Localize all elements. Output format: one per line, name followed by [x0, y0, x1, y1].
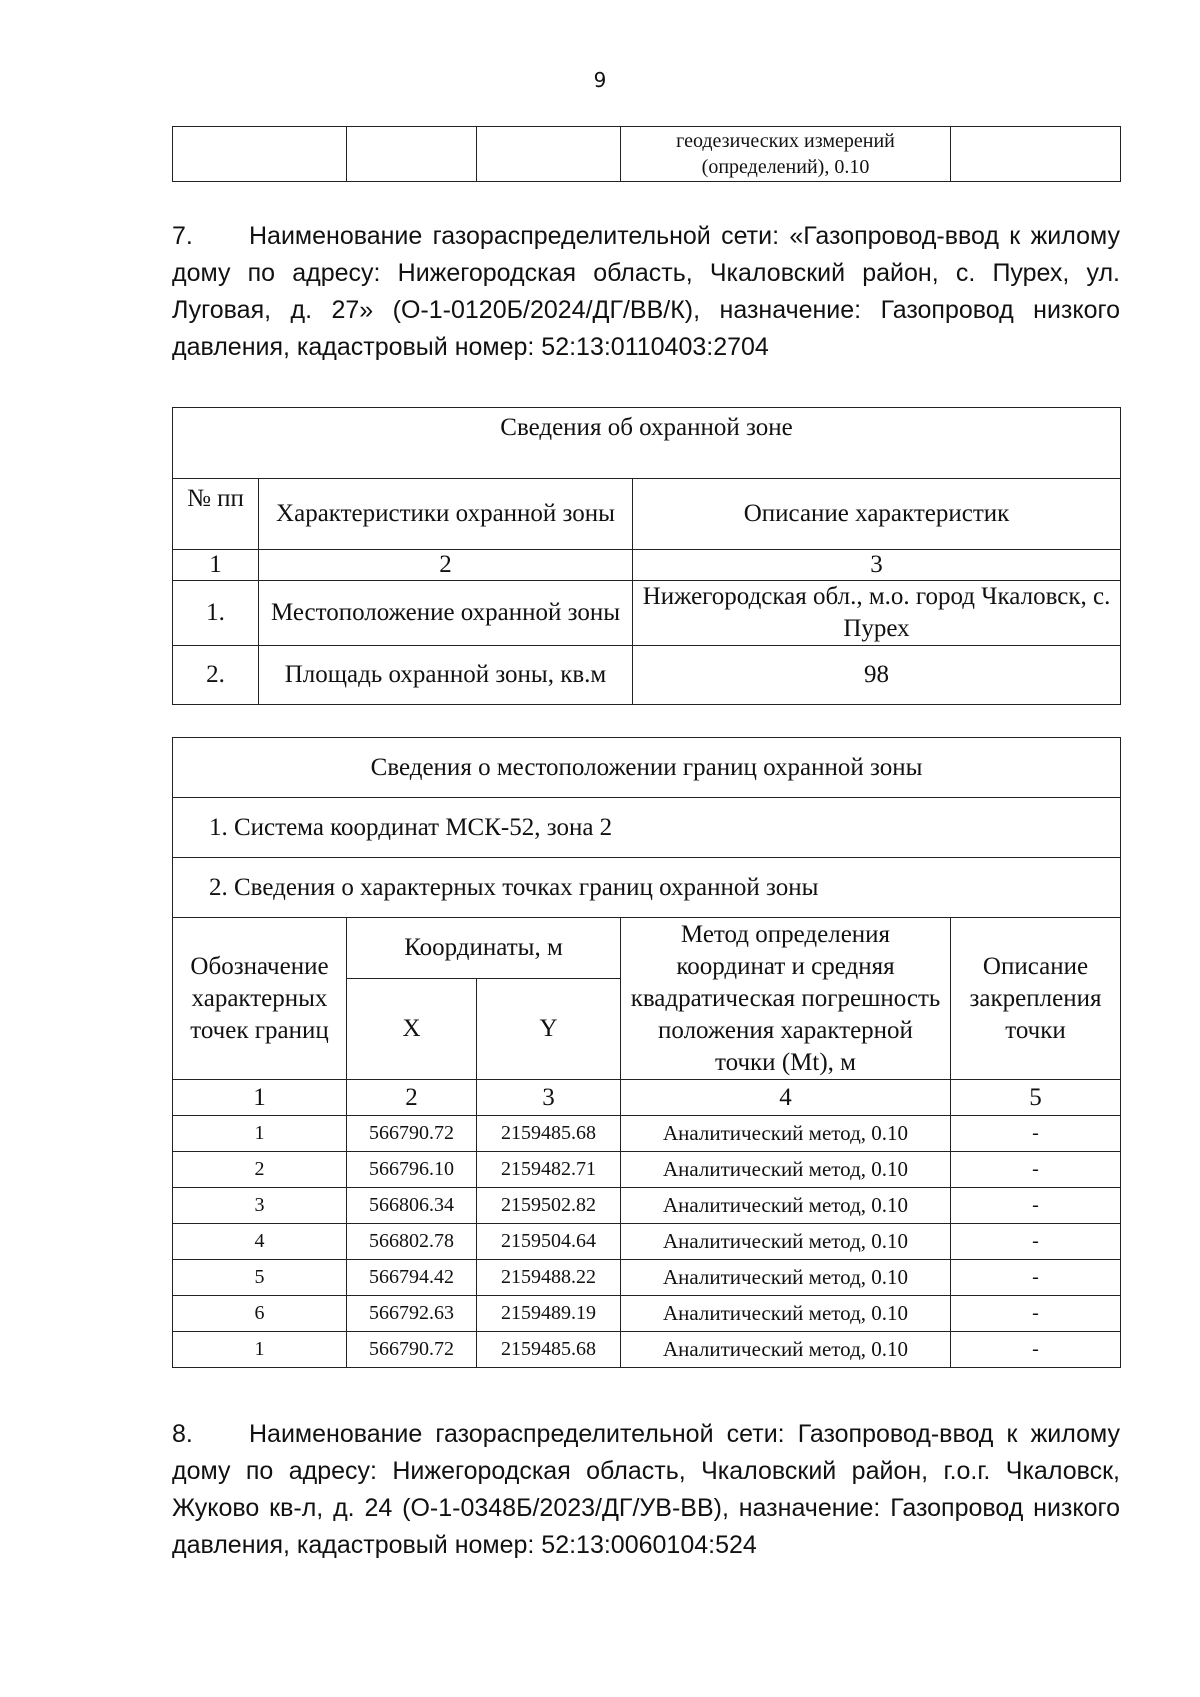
- index-cell: 1: [173, 550, 259, 581]
- index-cell: 2: [259, 550, 633, 581]
- y-coordinate: 2159489.19: [477, 1296, 621, 1332]
- section-text: Наименование газораспределительной сети: «Газопровод-ввод к жилому дому по адресу: Нижегородская область, Чкаловский район, с. Пурех, ул. Луговая, д. 27» (О-1-0120Б/2024/ДГ/ВВ/К), назначение: Газопровод низкого давления, кадастровый номер: 52:13:0110403:2704: [172, 222, 1120, 361]
- fixing-description: -: [951, 1188, 1121, 1224]
- x-coordinate: 566790.72: [347, 1332, 477, 1368]
- column-index-row: [173, 1080, 1121, 1116]
- points-table-title: Сведения о местоположении границ охранной зоны: [173, 738, 1121, 798]
- point-id: 6: [173, 1296, 347, 1332]
- index-cell: 1: [173, 1080, 347, 1116]
- header-y: Y: [477, 979, 621, 1080]
- fixing-description: -: [951, 1224, 1121, 1260]
- y-coordinate: 2159502.82: [477, 1188, 621, 1224]
- x-coordinate: 566806.34: [347, 1188, 477, 1224]
- header-description: Описание закрепления точки: [951, 918, 1121, 1080]
- point-id: 4: [173, 1224, 347, 1260]
- table-title-row: [173, 738, 1121, 798]
- description-cell: Нижегородская обл., м.о. город Чкаловск, с. Пурех: [633, 581, 1121, 646]
- characteristic-cell: Местоположение охранной зоны: [259, 581, 633, 646]
- method-cell: Аналитический метод, 0.10: [621, 1116, 951, 1152]
- method-cell: геодезических измерений (определений), 0.10: [621, 127, 951, 182]
- section-text: Наименование газораспределительной сети: Газопровод-ввод к жилому дому по адресу: Нижегородская область, Чкаловский район, г.о.г. Чкаловск, Жуково кв-л, д. 24 (О-1-0348Б/2023/ДГ/УВ-ВВ), назначение: Газопровод низкого давления, кадастровый номер: 52:13:0060104:524: [172, 1420, 1120, 1559]
- column-index-row: [173, 550, 1121, 581]
- description-cell: 98: [633, 646, 1121, 705]
- table-row: [173, 1116, 1121, 1152]
- section-number: 8.: [172, 1420, 193, 1448]
- method-cell: Аналитический метод, 0.10: [621, 1332, 951, 1368]
- method-cell: Аналитический метод, 0.10: [621, 1296, 951, 1332]
- coord-system-row: [173, 798, 1121, 858]
- x-coordinate: 566792.63: [347, 1296, 477, 1332]
- method-cell: Аналитический метод, 0.10: [621, 1188, 951, 1224]
- header-cell: Описание характеристик: [633, 479, 1121, 550]
- fixing-description: -: [951, 1152, 1121, 1188]
- header-coordinates: Координаты, м: [347, 918, 621, 979]
- index-cell: 3: [633, 550, 1121, 581]
- table-row: [173, 646, 1121, 705]
- index-cell: 5: [951, 1080, 1121, 1116]
- index-cell: 3: [477, 1080, 621, 1116]
- table-cell: [951, 127, 1121, 182]
- table-row: [173, 1188, 1121, 1224]
- method-cell: Аналитический метод, 0.10: [621, 1152, 951, 1188]
- x-coordinate: 566802.78: [347, 1224, 477, 1260]
- fixing-description: -: [951, 1332, 1121, 1368]
- page-number: 9: [593, 68, 607, 92]
- fixing-description: -: [951, 1296, 1121, 1332]
- section-8-paragraph: [172, 1416, 1120, 1564]
- fixing-description: -: [951, 1116, 1121, 1152]
- table-row: [173, 1224, 1121, 1260]
- x-coordinate: 566794.42: [347, 1260, 477, 1296]
- y-coordinate: 2159485.68: [477, 1332, 621, 1368]
- table-row: [173, 127, 1121, 182]
- zone-info-table: [172, 407, 1121, 705]
- table-cell: [173, 127, 347, 182]
- row-number: 2.: [173, 646, 259, 705]
- x-coordinate: 566790.72: [347, 1116, 477, 1152]
- y-coordinate: 2159482.71: [477, 1152, 621, 1188]
- header-cell: Характеристики охранной зоны: [259, 479, 633, 550]
- header-method: Метод определения координат и средняя квадратическая погрешность положения характерной точки (Mt), м: [621, 918, 951, 1080]
- table-row: [173, 1260, 1121, 1296]
- table-header-row: [173, 918, 1121, 979]
- table-header-row: [173, 479, 1121, 550]
- x-coordinate: 566796.10: [347, 1152, 477, 1188]
- zone-table-title: Сведения об охранной зоне: [173, 408, 1121, 479]
- point-id: 5: [173, 1260, 347, 1296]
- points-subtitle: 2. Сведения о характерных точках границ охранной зоны: [173, 858, 1121, 918]
- point-id: 2: [173, 1152, 347, 1188]
- carryover-table: [172, 126, 1121, 182]
- section-7-paragraph: [172, 218, 1120, 366]
- y-coordinate: 2159504.64: [477, 1224, 621, 1260]
- table-row: [173, 581, 1121, 646]
- point-id: 1: [173, 1332, 347, 1368]
- y-coordinate: 2159485.68: [477, 1116, 621, 1152]
- header-x: X: [347, 979, 477, 1080]
- index-cell: 2: [347, 1080, 477, 1116]
- table-row: [173, 1332, 1121, 1368]
- method-cell: Аналитический метод, 0.10: [621, 1260, 951, 1296]
- boundary-points-table: [172, 737, 1121, 1368]
- table-row: [173, 1152, 1121, 1188]
- table-cell: [477, 127, 621, 182]
- row-number: 1.: [173, 581, 259, 646]
- y-coordinate: 2159488.22: [477, 1260, 621, 1296]
- coord-system: 1. Система координат МСК-52, зона 2: [173, 798, 1121, 858]
- index-cell: 4: [621, 1080, 951, 1116]
- point-id: 3: [173, 1188, 347, 1224]
- method-cell: Аналитический метод, 0.10: [621, 1224, 951, 1260]
- point-id: 1: [173, 1116, 347, 1152]
- characteristic-cell: Площадь охранной зоны, кв.м: [259, 646, 633, 705]
- table-cell: [347, 127, 477, 182]
- section-number: 7.: [172, 222, 193, 250]
- table-title-row: [173, 408, 1121, 479]
- header-point: Обозначение характерных точек границ: [173, 918, 347, 1080]
- header-cell: № пп: [173, 479, 259, 550]
- table-row: [173, 1296, 1121, 1332]
- fixing-description: -: [951, 1260, 1121, 1296]
- points-subtitle-row: [173, 858, 1121, 918]
